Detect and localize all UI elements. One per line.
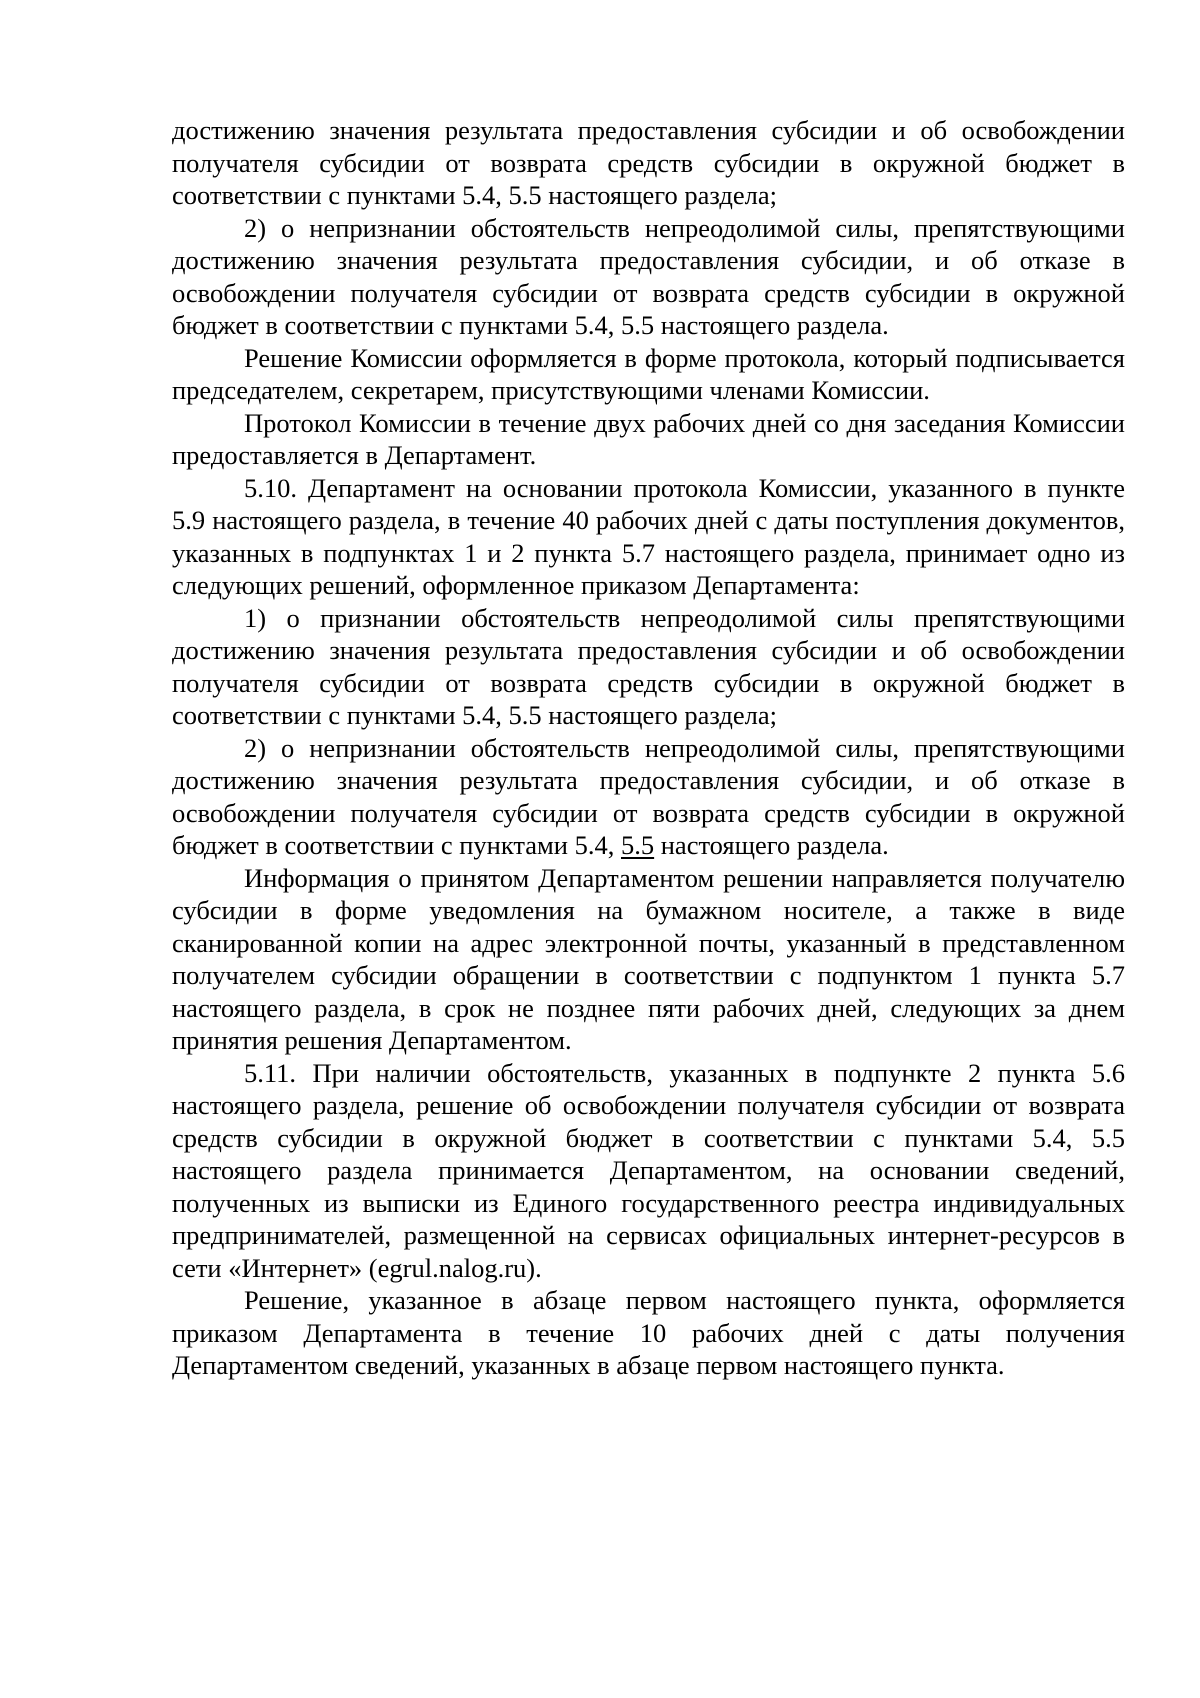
paragraph-protocol: Протокол Комиссии в течение двух рабочих дней со дня заседания Комиссии предоставляется в Департамент. <box>172 407 1125 470</box>
paragraph-text-before-link: 2) о непризнании обстоятельств непреодолимой силы, препятствующими достижению значения результата предоставления субсидии, и об отказе в освобождении получателя субсидии от возврата средств субсидии в окружной бюджет в соответствии с пунктами 5.4, <box>172 732 1125 860</box>
section-5-5-link[interactable]: 5.5 <box>621 830 655 860</box>
paragraph-5-10: 5.10. Департамент на основании протокола Комиссии, указанного в пункте 5.9 настоящего раздела, в течение 40 рабочих дней с даты поступления документов, указанных в подпунктах 1 и 2 пункта 5.7 настоящего раздела, принимает одно из следующих решений, оформленное приказом Департамента: <box>172 472 1125 600</box>
paragraph-text-after-link: настоящего раздела. <box>654 830 889 860</box>
paragraph-5-11: 5.11. При наличии обстоятельств, указанных в подпункте 2 пункта 5.6 настоящего раздела, решение об освобождении получателя субсидии от возврата средств субсидии в окружной бюджет в соответствии с пунктами 5.4, 5.5 настоящего раздела принимается Департаментом, на основании сведений, полученных из выписки из Единого государственного реестра индивидуальных предпринимателей, размещенной на сервисах официальных интернет-ресурсов в сети «Интернет» (egrul.nalog.ru). <box>172 1057 1125 1283</box>
paragraph-decision-order: Решение, указанное в абзаце первом настоящего пункта, оформляется приказом Департамента в течение 10 рабочих дней с даты получения Департаментом сведений, указанных в абзаце первом настоящего пункта. <box>172 1285 1125 1380</box>
paragraph-item-2-refusal: 2) о непризнании обстоятельств непреодолимой силы, препятствующими достижению значения результата предоставления субсидии, и об отказе в освобождении получателя субсидии от возврата средств субсидии в окружной бюджет в соответствии с пунктами 5.4, 5.5 настоящего раздела. <box>172 212 1125 340</box>
paragraph-item-1-recognition: 1) о признании обстоятельств непреодолимой силы препятствующими достижению значения результата предоставления субсидии и об освобождении получателя субсидии от возврата средств субсидии в окружной бюджет в соответствии с пунктами 5.4, 5.5 настоящего раздела; <box>172 602 1125 730</box>
paragraph-notification: Информация о принятом Департаментом решении направляется получателю субсидии в форме уведомления на бумажном носителе, а также в виде сканированной копии на адрес электронной почты, указанный в представленном получателем субсидии обращении в соответствии с подпунктом 1 пункта 5.7 настоящего раздела, в срок не позднее пяти рабочих дней, следующих за днем принятия решения Департаментом. <box>172 862 1125 1055</box>
paragraph-item-2-refusal-second <box>172 732 1125 862</box>
paragraph-continuation: достижению значения результата предоставления субсидии и об освобождении получателя субсидии от возврата средств субсидии в окружной бюджет в соответствии с пунктами 5.4, 5.5 настоящего раздела; <box>172 115 1125 210</box>
paragraph-commission-decision: Решение Комиссии оформляется в форме протокола, который подписывается председателем, секретарем, присутствующими членами Комиссии. <box>172 342 1125 405</box>
